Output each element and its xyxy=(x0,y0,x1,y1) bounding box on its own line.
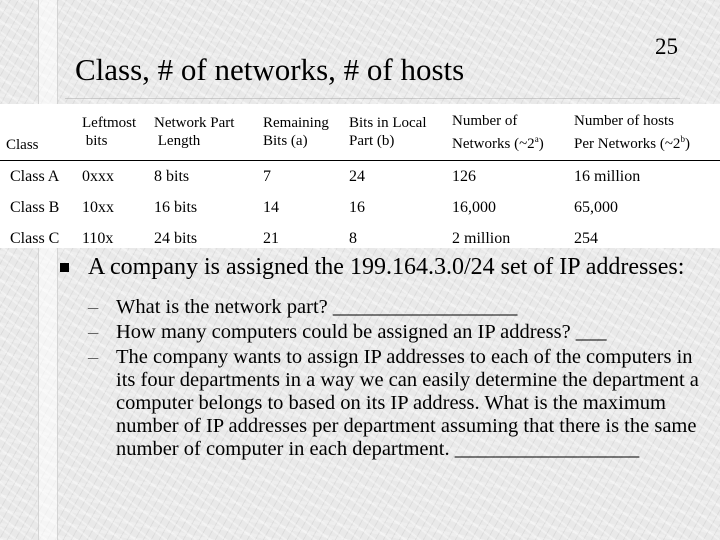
decorative-edge-bar xyxy=(38,0,58,540)
bullet-text: A company is assigned the 199.164.3.0/24 set of IP addresses: xyxy=(88,254,685,280)
sub-question-text: The company wants to assign IP addresses to each of the computers in its four departments in a way we can easily determine the department a computer belongs to based on its IP address. What is the maximum number of IP addresses per department assuming that there is the same number of computer in each department. __________________ xyxy=(116,346,699,460)
sub-question-text: How many computers could be assigned an IP address? ___ xyxy=(116,321,607,343)
cell-hosts: 254 xyxy=(574,229,598,247)
table-header-row xyxy=(0,104,720,161)
class-table xyxy=(0,104,720,254)
table-row xyxy=(0,192,720,223)
header-number-of-hosts: Number of hosts Per Networks (~2$^b$) xyxy=(574,112,690,152)
cell-leftmost-bits: 110x xyxy=(82,229,114,247)
cell-class: Class A xyxy=(0,161,76,193)
header-local-part-bits: Bits in Local Part (b) xyxy=(349,115,427,149)
cell-network-length: 8 bits xyxy=(148,161,257,193)
cell-local-bits: 8 xyxy=(349,229,357,247)
header-leftmost-bits: Leftmost bits xyxy=(82,115,137,149)
header-network-part-length: Network Part Length xyxy=(154,115,235,149)
dash-bullet-icon: – xyxy=(88,321,99,343)
cell-local-bits: 24 xyxy=(343,161,446,193)
title-divider xyxy=(65,98,680,99)
dash-bullet-icon: – xyxy=(88,346,99,368)
table-row xyxy=(0,161,720,193)
cell-remaining-bits: 7 xyxy=(257,161,343,193)
header-class: Class xyxy=(6,137,39,153)
header-remaining-bits: Remaining Bits (a) xyxy=(263,115,329,149)
cell-leftmost-bits: 10xx xyxy=(82,198,114,216)
sub-question xyxy=(88,296,706,319)
cell-network-length: 16 bits xyxy=(154,198,198,216)
cell-hosts: 16 million xyxy=(568,161,720,193)
cell-networks: 126 xyxy=(446,161,568,193)
cell-class: Class B xyxy=(10,198,60,216)
cell-class: Class C xyxy=(10,229,60,247)
cell-remaining-bits: 21 xyxy=(263,229,279,247)
question-block xyxy=(56,254,706,463)
sub-question xyxy=(88,346,706,461)
cell-remaining-bits: 14 xyxy=(263,198,279,216)
sub-question-list xyxy=(56,296,706,461)
dash-bullet-icon: – xyxy=(88,296,99,318)
cell-local-bits: 16 xyxy=(349,198,365,216)
cell-networks: 2 million xyxy=(452,229,511,247)
sub-question xyxy=(88,321,706,344)
main-bullet xyxy=(56,254,706,280)
square-bullet-icon xyxy=(60,263,69,272)
sub-question-text: What is the network part? __________________ xyxy=(116,296,518,318)
cell-hosts: 65,000 xyxy=(574,198,618,216)
slide-title: Class, # of networks, # of hosts xyxy=(75,52,465,87)
cell-network-length: 24 bits xyxy=(154,229,198,247)
header-number-of-networks: Number of Networks (~2$^a$) xyxy=(452,112,544,152)
page-number: 25 xyxy=(655,34,678,59)
cell-networks: 16,000 xyxy=(452,198,496,216)
cell-leftmost-bits: 0xxx xyxy=(76,161,148,193)
table-row xyxy=(0,223,720,254)
